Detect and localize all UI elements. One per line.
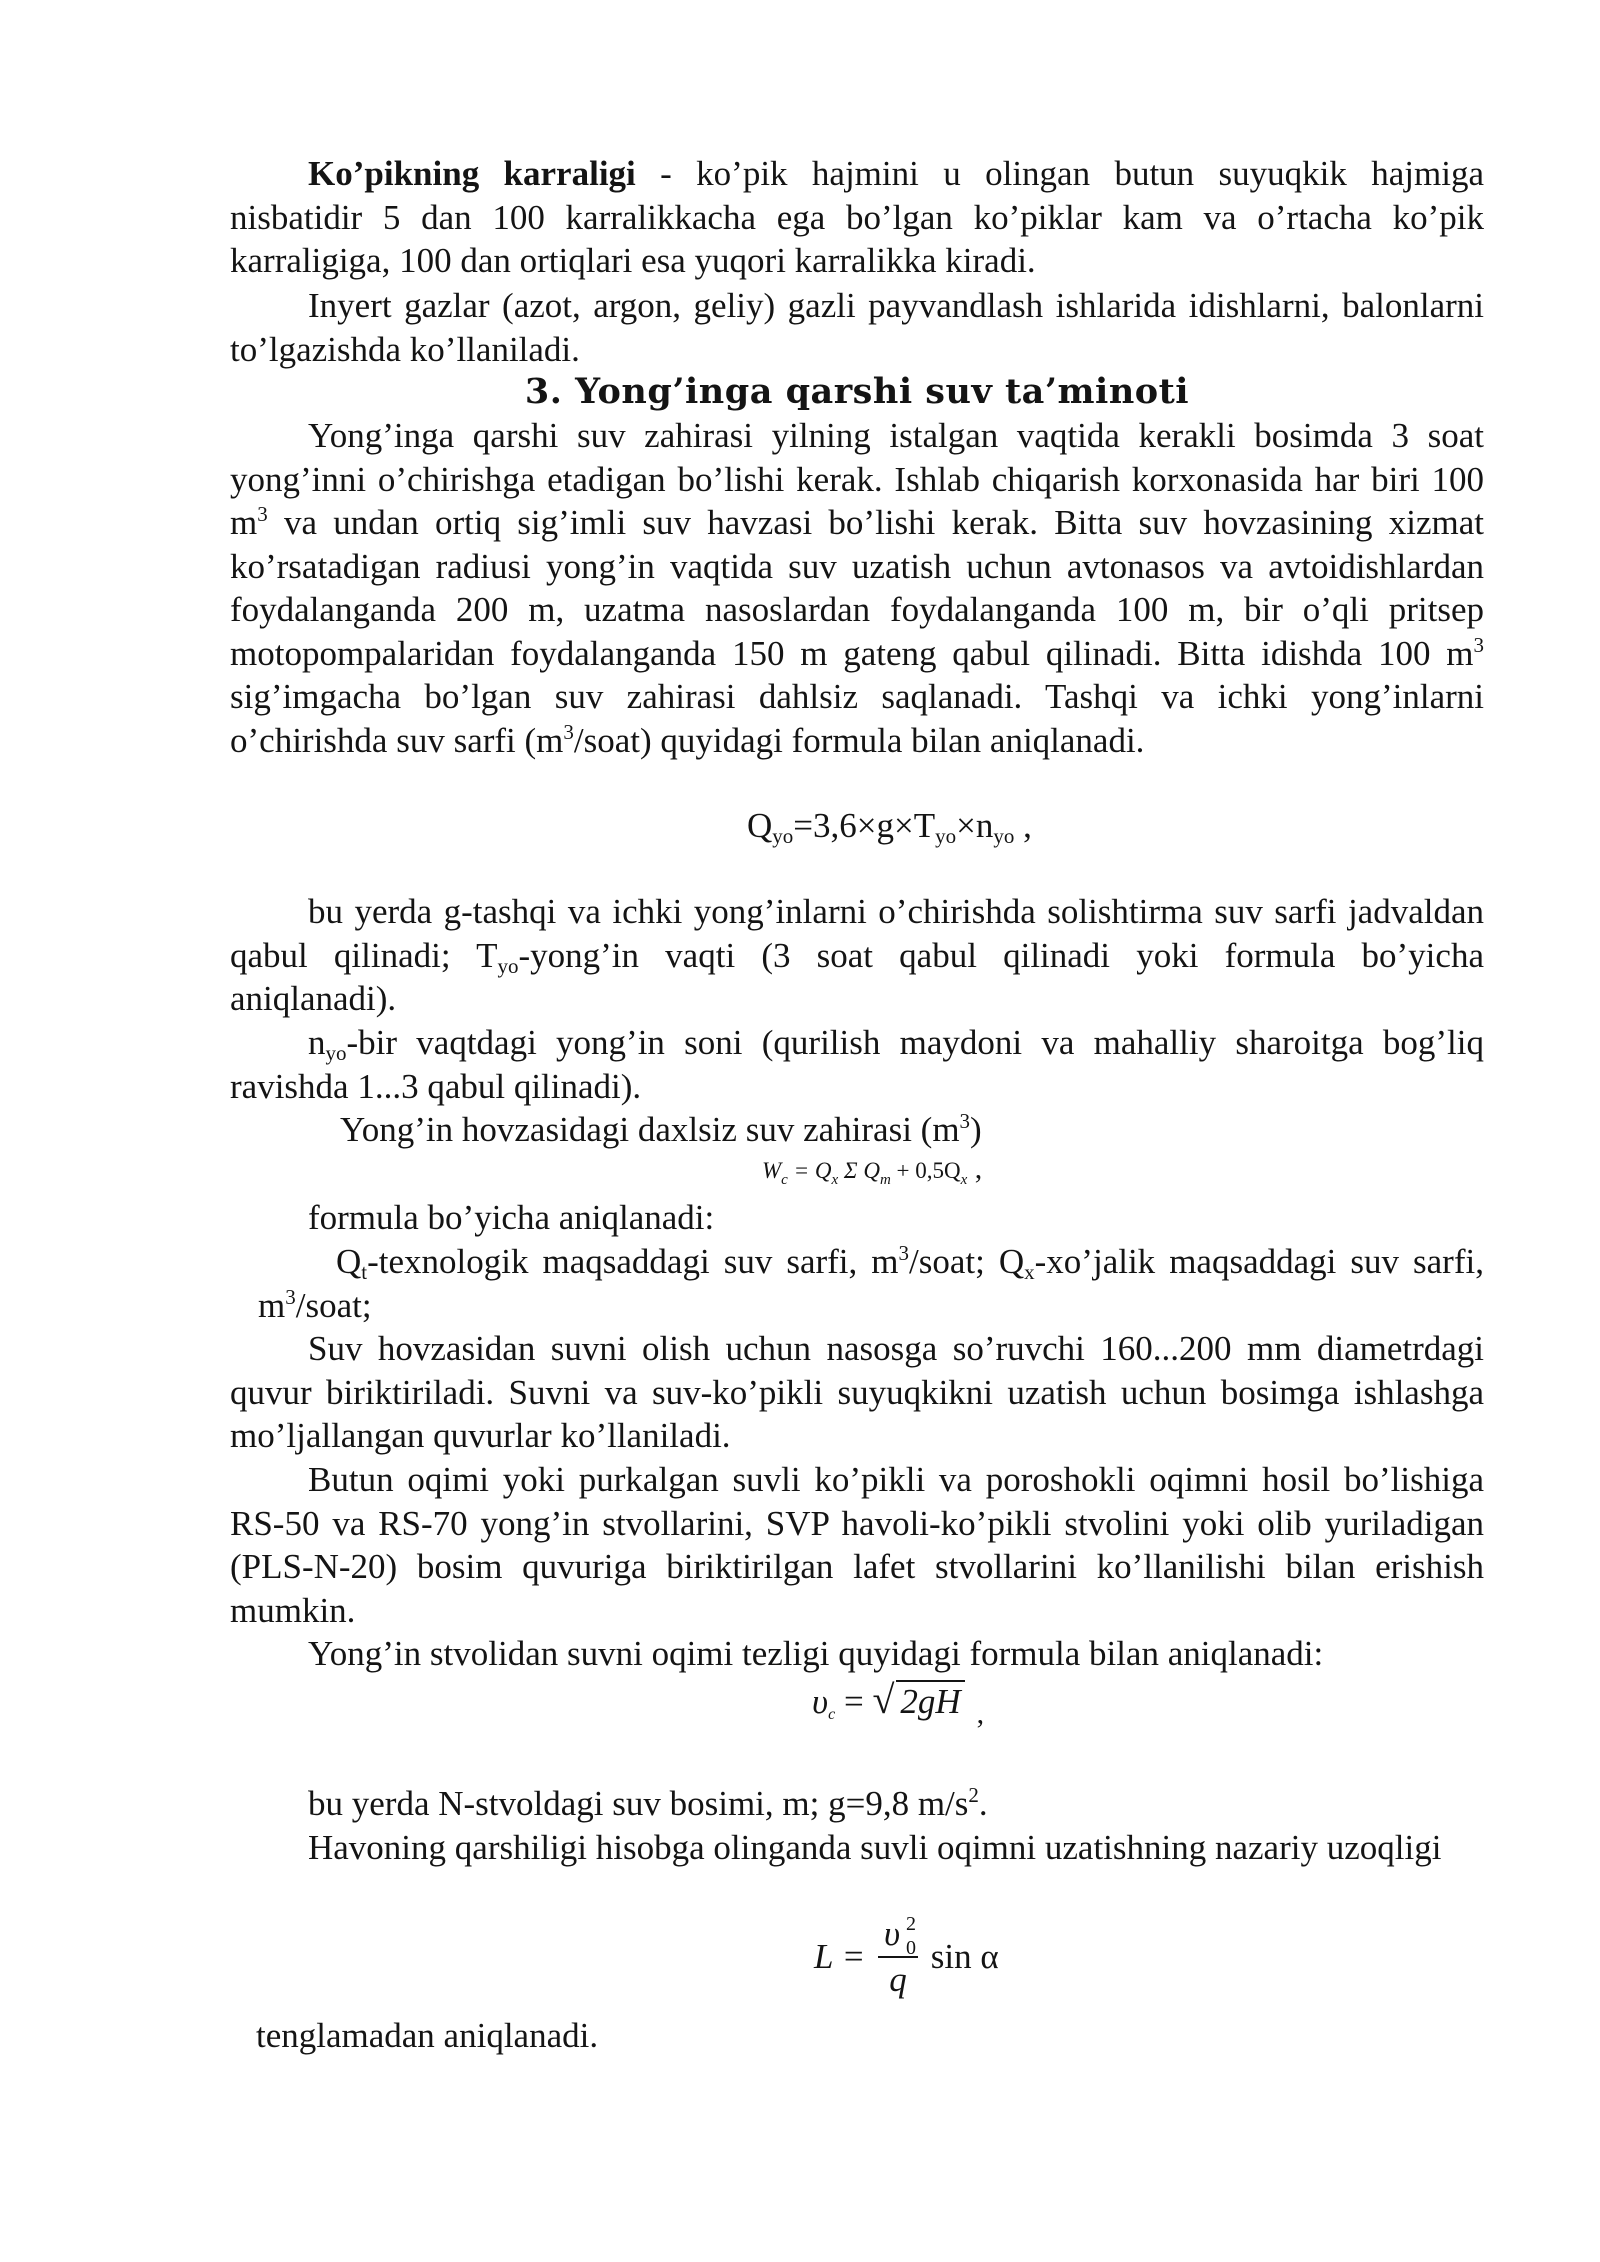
paragraph-fire-count bbox=[230, 1021, 1484, 1108]
text-run: -xo’jalik maqsaddagi suv sarfi, m bbox=[258, 1242, 1484, 1325]
formula-reserve bbox=[762, 1152, 982, 1186]
fraction-numerator bbox=[878, 1912, 918, 1958]
formula-part: ×n bbox=[956, 806, 994, 845]
subscript: yo bbox=[772, 824, 794, 848]
text-run: bu yerda N-stvoldagi suv bosimi, m; g=9,8 m/s bbox=[308, 1784, 969, 1823]
formula-part: L = bbox=[814, 1937, 866, 1976]
text-run: -yong’in vaqti (3 soat qabul qilinadi yoki formula bo’yicha aniqlanadi). bbox=[230, 935, 1484, 1018]
superscript: 3 bbox=[285, 1284, 296, 1309]
subscript: x bbox=[960, 1172, 968, 1188]
superscript: 3 bbox=[1473, 632, 1484, 657]
superscript: 3 bbox=[563, 719, 574, 744]
subscript: x bbox=[1024, 1260, 1035, 1284]
paragraph-intake-pipe: Suv hovzasidan suvni olish uchun nasosga so’ruvchi 160...200 mm diametrdagi quvur biriktiriladi. Suvni va suv-ko’pikli suyuqkikni uzatish uchun bosimga ishlashga mo’ljallangan quvurlar ko’llaniladi. bbox=[230, 1329, 1484, 1455]
paragraph-foam-ratio bbox=[230, 152, 1484, 283]
text-run: Q bbox=[336, 1242, 362, 1281]
section-heading: 3. Yong’inga qarshi suv ta’minoti bbox=[524, 371, 1190, 412]
text-run: . bbox=[978, 1784, 988, 1823]
paragraph-inert-gases: Inyert gazlar (azot, argon, geliy) gazli payvandlash ishlarida idishlarni, balonlarni to’lgazishda ko’llaniladi. bbox=[230, 286, 1484, 369]
formula-water-flow bbox=[747, 806, 1032, 846]
superscript: 3 bbox=[959, 1109, 971, 1133]
paragraph-formula-defined: formula bo’yicha aniqlanadi: bbox=[308, 1198, 715, 1237]
formula-velocity bbox=[812, 1676, 985, 1730]
text-run: -texnologik maqsaddagi suv sarfi, m bbox=[367, 1242, 899, 1281]
paragraph-foam-ratio-text: - ko’pik hajmini u olingan butun suyuqkik hajmiga nisbatidir 5 dan 100 karralikkacha ega bo’lgan ko’piklar kam va o’rtacha ko’pik karraligiga, 100 dan ortiqlari esa yuqori karralikka kiradi. bbox=[230, 154, 1484, 280]
formula-part: = Q bbox=[787, 1158, 832, 1183]
formula-fraction bbox=[878, 1912, 918, 2002]
formula-part: W bbox=[762, 1158, 782, 1183]
text-run: bu yerda g-tashqi va ichki yong’inlarni o’chirishda solishtirma suv sarfi jadvaldan qabul qilinadi; T bbox=[230, 892, 1484, 975]
text-run: ) bbox=[970, 1110, 982, 1149]
text-run: Yong’inga qarshi suv zahirasi yilning istalgan vaqtida kerakli bosimda 3 soat yong’inni o’chirishga etadigan bo’lishi kerak. Ishlab chiqarish korxonasida har biri 100 m bbox=[230, 416, 1484, 542]
subscript: c bbox=[828, 1706, 836, 1723]
subscript: x bbox=[831, 1172, 839, 1188]
formula-part: υ bbox=[812, 1682, 829, 1721]
text-run: Yong’in hovzasidagi daxlsiz suv zahirasi (m bbox=[340, 1110, 960, 1149]
formula-part: , bbox=[976, 1697, 985, 1730]
subscript: yo bbox=[993, 824, 1015, 848]
formula-part: υ bbox=[883, 1914, 901, 1953]
subscript: yo bbox=[935, 824, 957, 848]
formula-radicand: 2gH bbox=[896, 1680, 964, 1722]
text-run: /soat; Q bbox=[909, 1242, 1025, 1281]
text-run: /soat) quyidagi formula bilan aniqlanadi. bbox=[573, 720, 1145, 760]
paragraph-nozzles: Butun oqimi yoki purkalgan suvli ko’pikli va poroshokli oqimni hosil bo’lishiga RS-50 va RS-70 yong’in stvollarini, SVP havoli-ko’pikli stvolini yoki olib yuriladigan (PLS-N-20) bosim quvuriga biriktirilgan lafet stvollarini ko’llanilishi bilan erishish mumkin. bbox=[230, 1460, 1484, 1630]
formula-part: sin α bbox=[930, 1937, 999, 1976]
superscript: 2 bbox=[968, 1783, 979, 1807]
superscript: 2 bbox=[906, 1913, 917, 1935]
paragraph-distance-intro: Havoning qarshiligi hisobga olinganda suvli oqimni uzatishning nazariy uzoqligi bbox=[308, 1828, 1442, 1867]
subscript: m bbox=[879, 1172, 891, 1188]
formula-part: = bbox=[835, 1682, 873, 1721]
formula-part: √ bbox=[872, 1677, 895, 1722]
formula-part: , bbox=[1014, 806, 1032, 845]
formula-part: =3,6×g×T bbox=[793, 806, 936, 845]
term-foam-ratio: Ko’pikning karraligi bbox=[308, 154, 636, 193]
fraction-denominator: q bbox=[889, 1960, 907, 1999]
text-run: va undan ortiq sig’imli suv havzasi bo’lishi kerak. Bitta suv hovzasining xizmat ko’rsatadigan radiusi yong’in vaqtida suv uzatish uchun avtonasos va avtoidishlardan foydalanganda 200 m, uzatma nasoslardan foydalanganda 100 m, bir o’qli pritsep motopompalaridan foydalanganda 150 m gateng qabul qilinadi. Bitta idishda 100 m bbox=[230, 503, 1484, 673]
superscript: 3 bbox=[898, 1241, 910, 1265]
subscript: t bbox=[361, 1260, 368, 1284]
paragraph-velocity-intro: Yong’in stvolidan suvni oqimi tezligi quyidagi formula bilan aniqlanadi: bbox=[308, 1634, 1324, 1673]
superscript: 3 bbox=[257, 502, 268, 526]
text-run: -bir vaqtdagi yong’in soni (qurilish maydoni va mahalliy sharoitga bog’liq ravishda 1...3 qabul qilinadi). bbox=[230, 1023, 1484, 1106]
formula-distance bbox=[814, 1912, 999, 2002]
formula-part: , bbox=[967, 1152, 983, 1185]
paragraph-reserve bbox=[230, 1108, 1484, 1152]
paragraph-where-n bbox=[230, 1782, 1484, 1826]
text-run: sig’imgacha bo’lgan suv zahirasi dahlsiz saqlanadi. Tashqi va ichki yong’inlarni o’chirishda suv sarfi (m bbox=[230, 677, 1484, 760]
formula-part: Q bbox=[747, 806, 773, 845]
formula-part: Σ Q bbox=[838, 1158, 880, 1183]
subscript: yo bbox=[325, 1041, 347, 1065]
paragraph-water-supply bbox=[230, 414, 1484, 762]
text-run: n bbox=[308, 1023, 326, 1062]
text-run: /soat; bbox=[295, 1285, 372, 1325]
paragraph-equation-defined: tenglamadan aniqlanadi. bbox=[256, 2016, 599, 2055]
paragraph-qt-qx bbox=[258, 1240, 1484, 1327]
subscript: 0 bbox=[906, 1937, 917, 1959]
paragraph-where-g bbox=[230, 890, 1484, 1021]
subscript: yo bbox=[497, 953, 519, 978]
formula-part: + 0,5Q bbox=[890, 1158, 961, 1183]
subscript: c bbox=[781, 1172, 788, 1188]
